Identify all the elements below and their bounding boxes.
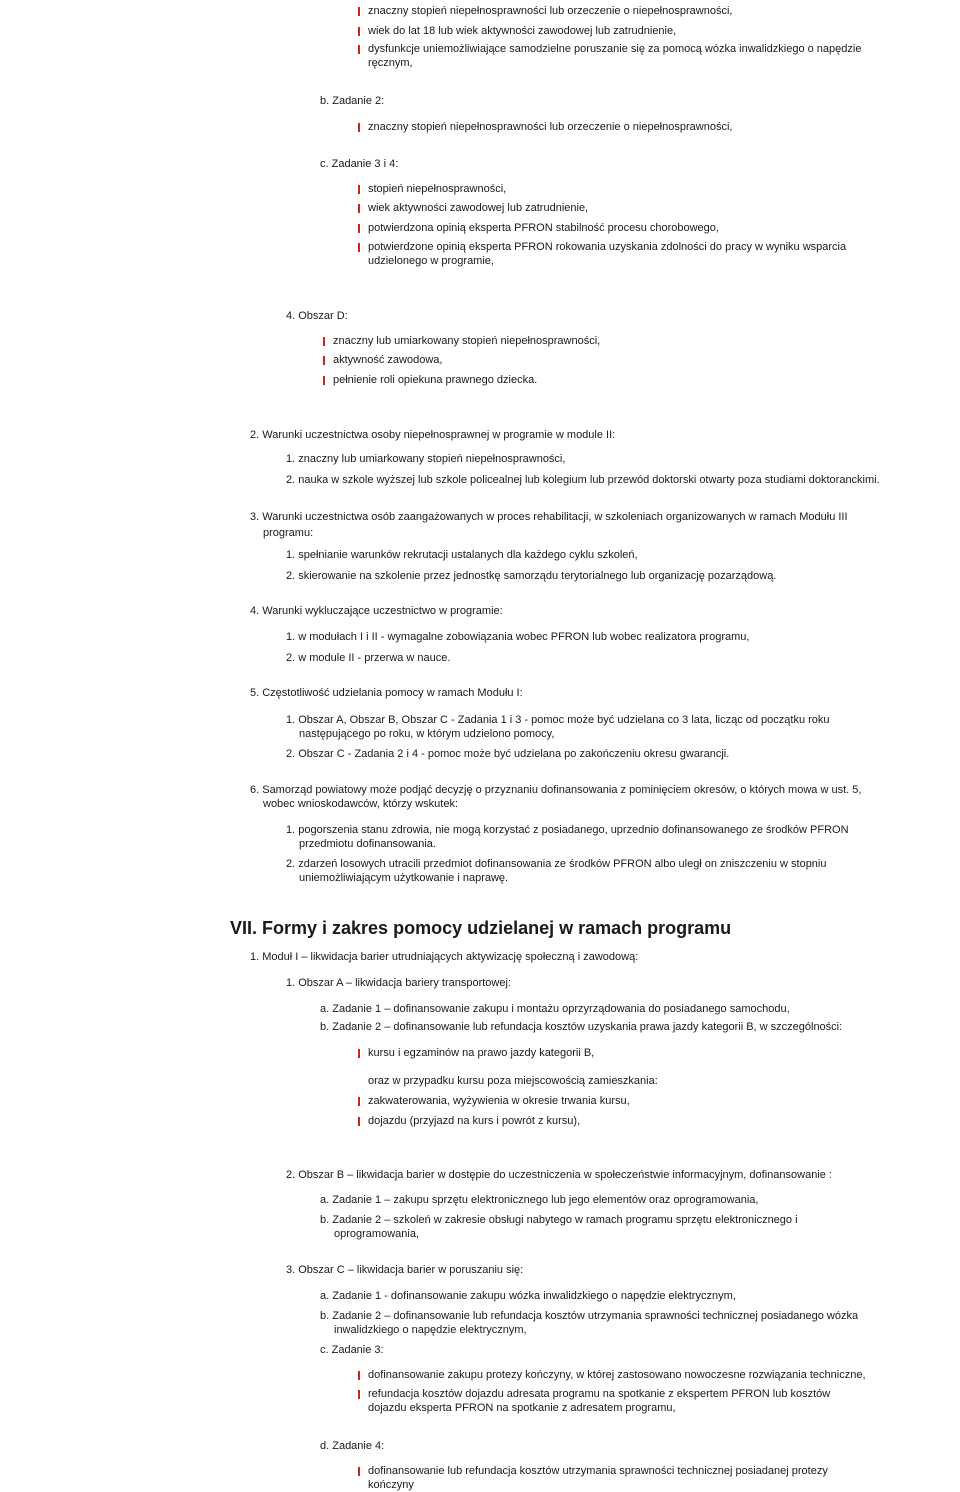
bullet-marker xyxy=(323,337,325,346)
list-item: b. Zadanie 2 – dofinansowanie lub refundacja kosztów utrzymania sprawności technicznej posiadanego wózka xyxy=(320,1310,859,1322)
list-item: 1. spełnianie warunków rekrutacji ustalanych dla każdego cyklu szkoleń, xyxy=(286,549,638,561)
list-item: b. Zadanie 2 – szkoleń w zakresie obsługi nabytego w ramach programu sprzętu elektronicznego i xyxy=(320,1214,798,1226)
bullet-marker xyxy=(358,1467,360,1476)
bullet-text: kursu i egzaminów na prawo jazdy kategorii B, xyxy=(368,1047,595,1059)
bullet-marker xyxy=(358,45,360,54)
bullet-text: znaczny stopień niepełnosprawności lub orzeczenie o niepełnosprawności, xyxy=(368,5,733,17)
bullet-text: wiek aktywności zawodowej lub zatrudnienie, xyxy=(368,202,589,214)
subsection-heading: c. Zadanie 3 i 4: xyxy=(320,158,399,170)
list-item: b. Zadanie 2 – dofinansowanie lub refundacja kosztów uzyskania prawa jazdy kategorii B, w szczególności: xyxy=(320,1021,843,1033)
bullet-text: znaczny lub umiarkowany stopień niepełnosprawności, xyxy=(333,335,601,347)
bullet-marker xyxy=(358,204,360,213)
bullet-text-cont: ręcznym, xyxy=(368,57,413,69)
list-item: 1. Obszar A, Obszar B, Obszar C - Zadania 1 i 3 - pomoc może być udzielana co 3 lata, licząc od początku roku xyxy=(286,714,830,726)
chapter-title: VII. Formy i zakres pomocy udzielanej w ramach programu xyxy=(230,918,732,938)
list-item: 2. Obszar B – likwidacja barier w dostępie do uczestniczenia w społeczeństwie informacyjnym, dofinansowanie : xyxy=(286,1169,832,1181)
bullet-marker xyxy=(358,243,360,252)
bullet-marker xyxy=(358,7,360,16)
bullet-text-cont: dojazdu eksperta PFRON na spotkanie z adresatem programu, xyxy=(368,1402,676,1414)
list-item: d. Zadanie 4: xyxy=(320,1440,385,1452)
bullet-marker xyxy=(358,1049,360,1058)
list-item: a. Zadanie 1 – zakupu sprzętu elektronicznego lub jego elementów oraz oprogramowania, xyxy=(320,1194,759,1206)
bullet-marker xyxy=(358,1117,360,1126)
subsection-heading: b. Zadanie 2: xyxy=(320,95,385,107)
list-item-cont: inwalidzkiego o napędzie elektrycznym, xyxy=(334,1324,527,1336)
section-heading-cont: wobec wnioskodawców, którzy wskutek: xyxy=(263,798,459,810)
list-item: 2. Obszar C - Zadania 2 i 4 - pomoc może być udzielana po zakończeniu okresu gwarancji. xyxy=(286,748,730,760)
note-text: oraz w przypadku kursu poza miejscowością zamieszkania: xyxy=(368,1075,658,1087)
bullet-text: dofinansowanie zakupu protezy kończyny, w której zastosowano nowoczesne rozwiązania techniczne, xyxy=(368,1369,866,1381)
bullet-text-cont: udzielonego w programie, xyxy=(368,255,494,267)
list-item: c. Zadanie 3: xyxy=(320,1344,384,1356)
subsection-heading: 4. Obszar D: xyxy=(286,310,348,322)
bullet-text: refundacja kosztów dojazdu adresata programu na spotkanie z ekspertem PFRON lub kosztów xyxy=(368,1388,831,1400)
bullet-marker xyxy=(358,224,360,233)
list-item: 2. w module II - przerwa w nauce. xyxy=(286,652,451,664)
bullet-marker xyxy=(358,185,360,194)
bullet-text: dojazdu (przyjazd na kurs i powrót z kursu), xyxy=(368,1115,581,1127)
bullet-marker xyxy=(358,27,360,36)
bullet-text: potwierdzone opinią eksperta PFRON rokowania uzyskania zdolności do pracy w wyniku wsparcia xyxy=(368,241,847,253)
list-item: 2. skierowanie na szkolenie przez jednostkę samorządu terytorialnego lub organizację pozarządową. xyxy=(286,570,777,582)
list-item: 1. Obszar A – likwidacja bariery transportowej: xyxy=(286,977,511,989)
bullet-text: pełnienie roli opiekuna prawnego dziecka. xyxy=(333,374,538,386)
list-item: 1. w modułach I i II - wymagalne zobowiązania wobec PFRON lub wobec realizatora programu, xyxy=(286,631,750,643)
bullet-text: potwierdzona opinią eksperta PFRON stabilność procesu chorobowego, xyxy=(368,222,719,234)
section-heading: 4. Warunki wykluczające uczestnictwo w programie: xyxy=(250,605,503,617)
bullet-text: zakwaterowania, wyżywienia w okresie trwania kursu, xyxy=(368,1095,630,1107)
list-item-cont: następującego po roku, w którym udzielono pomocy, xyxy=(299,728,555,740)
bullet-marker xyxy=(323,376,325,385)
bullet-marker xyxy=(358,1097,360,1106)
section-heading-cont: programu: xyxy=(263,527,314,539)
section-heading: 3. Warunki uczestnictwa osób zaangażowanych w proces rehabilitacji, w szkoleniach organizowanych w ramach Modułu III xyxy=(250,511,848,523)
list-item: 2. zdarzeń losowych utracili przedmiot dofinansowania ze środków PFRON albo uległ on zniszczeniu w stopniu xyxy=(286,858,827,870)
list-item: a. Zadanie 1 - dofinansowanie zakupu wózka inwalidzkiego o napędzie elektrycznym, xyxy=(320,1290,736,1302)
list-item: 1. znaczny lub umiarkowany stopień niepełnosprawności, xyxy=(286,453,566,465)
section-heading: 5. Częstotliwość udzielania pomocy w ramach Modułu I: xyxy=(250,687,523,699)
bullet-text: znaczny stopień niepełnosprawności lub orzeczenie o niepełnosprawności, xyxy=(368,121,733,133)
bullet-marker xyxy=(358,123,360,132)
list-item: a. Zadanie 1 – dofinansowanie zakupu i montażu oprzyrządowania do posiadanego samochodu, xyxy=(320,1003,790,1015)
bullet-marker xyxy=(358,1371,360,1380)
bullet-text: stopień niepełnosprawności, xyxy=(368,183,507,195)
list-item: 3. Obszar C – likwidacja barier w poruszaniu się: xyxy=(286,1264,524,1276)
bullet-text: dofinansowanie lub refundacja kosztów utrzymania sprawności technicznej posiadanej protezy xyxy=(368,1465,828,1477)
list-item: 2. nauka w szkole wyższej lub szkole policealnej lub kolegium lub przewód doktorski otwarty poza studiami doktoranckimi. xyxy=(286,474,880,486)
bullet-text-cont: kończyny xyxy=(368,1479,414,1491)
section-heading: 1. Moduł I – likwidacja barier utrudniających aktywizację społeczną i zawodową: xyxy=(250,951,639,963)
bullet-text: wiek do lat 18 lub wiek aktywności zawodowej lub zatrudnienie, xyxy=(368,25,677,37)
list-item: 1. pogorszenia stanu zdrowia, nie mogą korzystać z posiadanego, uprzednio dofinansowanego ze środków PFRON xyxy=(286,824,849,836)
list-item-cont: przedmiotu dofinansowania. xyxy=(299,838,436,850)
section-heading: 6. Samorząd powiatowy może podjąć decyzję o przyznaniu dofinansowania z pominięciem okresów, o których mowa w ust. 5, xyxy=(250,784,862,796)
bullet-marker xyxy=(358,1390,360,1399)
section-heading: 2. Warunki uczestnictwa osoby niepełnosprawnej w programie w module II: xyxy=(250,429,616,441)
list-item-cont: oprogramowania, xyxy=(334,1228,419,1240)
bullet-marker xyxy=(323,356,325,365)
bullet-text: dysfunkcje uniemożliwiające samodzielne poruszanie się za pomocą wózka inwalidzkiego o napędzie xyxy=(368,43,862,55)
bullet-text: aktywność zawodowa, xyxy=(333,354,443,366)
list-item-cont: uniemożliwiającym użytkowanie i naprawę. xyxy=(299,872,509,884)
